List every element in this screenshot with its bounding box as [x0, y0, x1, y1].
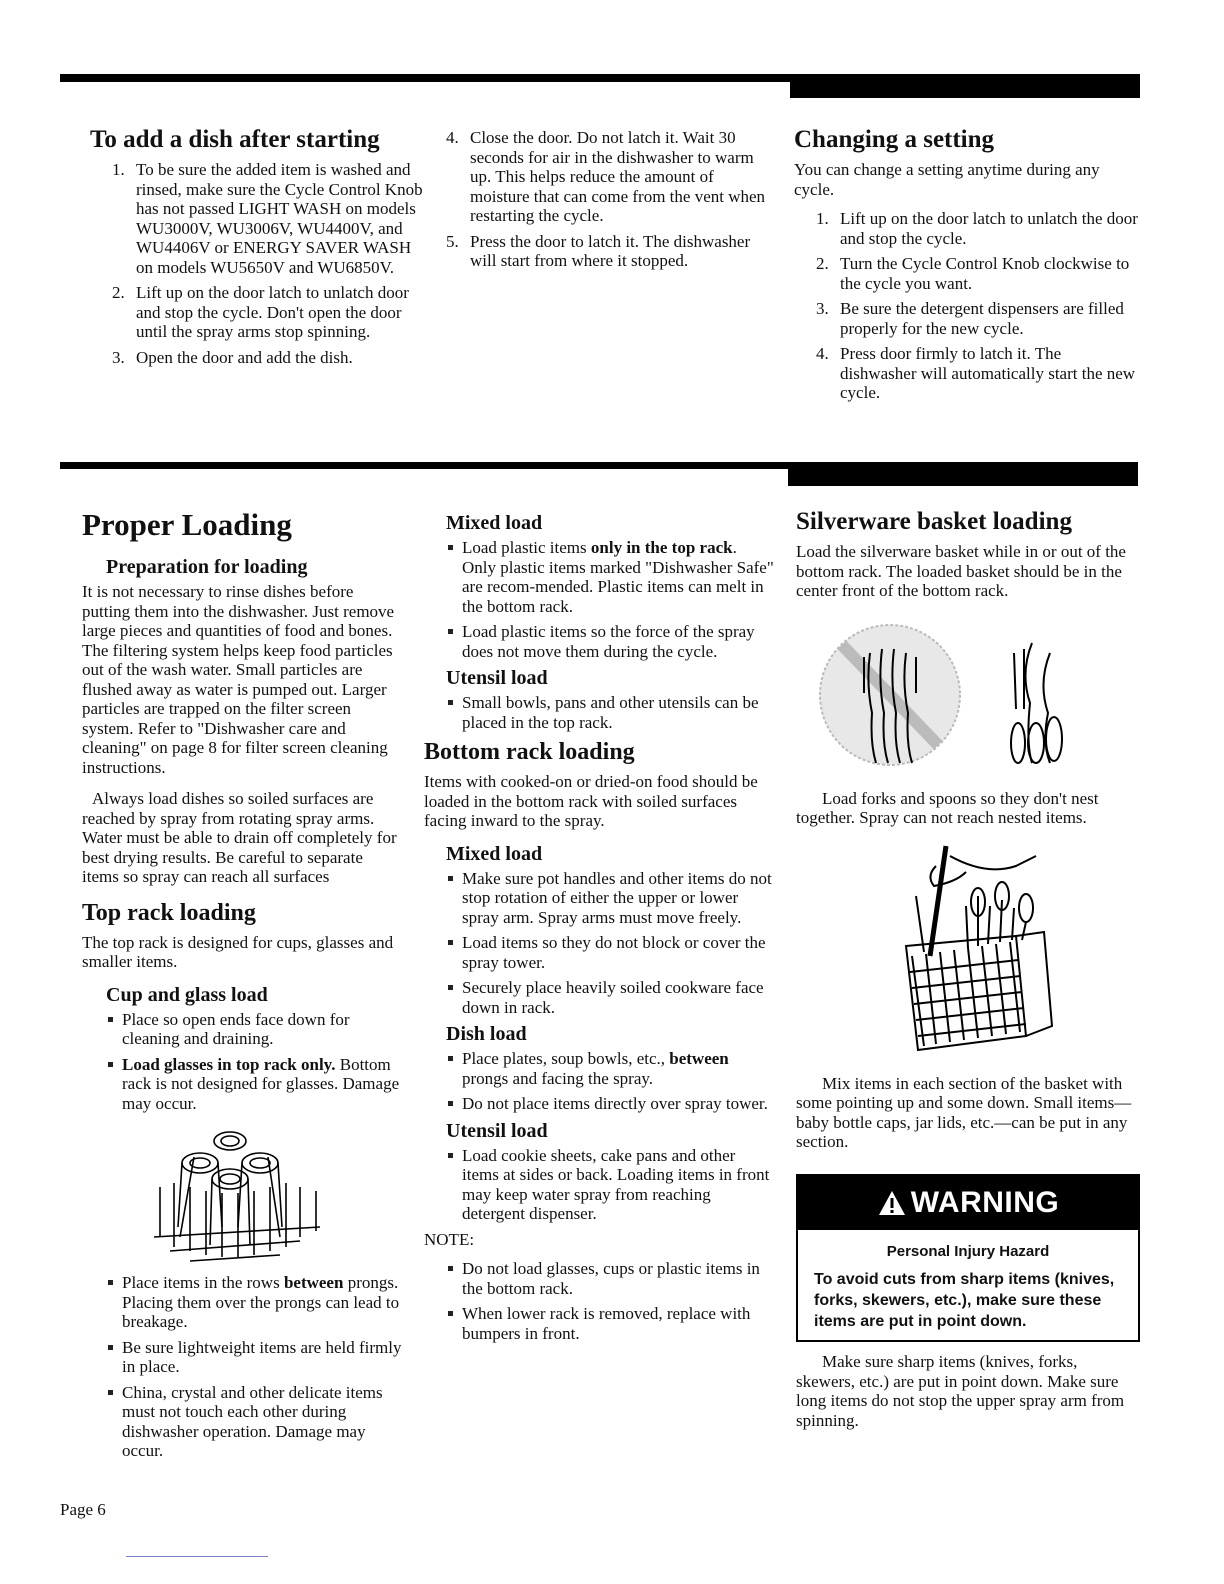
nested-forks-svg: [810, 613, 1080, 783]
glasses-rack-svg: [150, 1127, 340, 1267]
cup-item-1: Place so open ends face down for cleaning and draining.: [106, 1010, 402, 1049]
prep-paragraph-2: Always load dishes so soiled surfaces are reached by spray from rotating spray arms. Water must be able to drain off completely for best drying results. Be careful to separate items so spray can reach all surfaces: [82, 789, 397, 886]
bottom-utensil-title: Utensil load: [446, 1119, 548, 1142]
prep-title: Preparation for loading: [106, 556, 308, 578]
cup-glass-title: Cup and glass load: [106, 983, 268, 1006]
changing-step-4: 4. Press door firmly to latch it. The dishwasher will automatically start the new cycle.: [816, 344, 1136, 402]
bottom-utensil-item-1: Load cookie sheets, cake pans and other items at sides or back. Loading items in front may keep water spray from reaching detergent dispenser.: [446, 1146, 774, 1224]
rows-item-3: China, crystal and other delicate items must not touch each other during dishwasher operation. Damage may occur.: [106, 1383, 402, 1461]
warning-subtitle: Personal Injury Hazard: [886, 1242, 1050, 1260]
page-number: Page 6: [60, 1500, 106, 1519]
loading-middle-column: [424, 510, 774, 1349]
changing-setting-section: [794, 126, 1139, 409]
add-dish-step-1: 1. To be sure the added item is washed and rinsed, make sure the Cycle Control Knob has not passed LIGHT WASH on models WU3000V, WU3006V, WU4400V, and WU4406V or ENERGY SAVER WASH on models WU5650V and WU6850V.: [112, 160, 423, 277]
cup-item-2: Load glasses in top rack only. Bottom rack is not designed for glasses. Damage may occur.: [106, 1055, 402, 1114]
changing-setting-title: Changing a setting: [794, 126, 995, 153]
dish-load-title: Dish load: [446, 1023, 527, 1045]
add-dish-step-5: 5. Press the door to latch it. The dishwasher will start from where it stopped.: [446, 231, 751, 270]
changing-step-3: 3. Be sure the detergent dispensers are filled properly for the new cycle.: [816, 299, 1124, 338]
bottom-rack-title: Bottom rack loading: [424, 739, 635, 765]
warning-header: [798, 1176, 1138, 1230]
mixed-item-1: Load plastic items only in the top rack. Only plastic items marked "Dishwasher Safe" are recom-mended. Plastic items can melt in the bottom rack.: [446, 538, 774, 616]
warning-label: WARNING: [910, 1185, 1060, 1219]
proper-loading-title: Proper Loading: [82, 507, 292, 542]
forks-caption: Load forks and spoons so they don't nest together. Spray can not reach nested items.: [796, 788, 1099, 827]
bottom-mixed-item-3: Securely place heavily soiled cookware face down in rack.: [446, 978, 774, 1017]
rows-item-2: Be sure lightweight items are held firmly in place.: [106, 1338, 402, 1377]
silverware-title: Silverware basket loading: [796, 508, 1072, 535]
note-label: NOTE:: [424, 1229, 475, 1249]
note-item-2: When lower rack is removed, replace with bumpers in front.: [446, 1304, 774, 1343]
add-dish-section: [90, 126, 430, 373]
bottom-mixed-title: Mixed load: [446, 842, 543, 865]
dish-item-1: Place plates, soup bowls, etc., between prongs and facing the spray.: [446, 1049, 774, 1088]
nested-forks-illustration: [810, 613, 1080, 783]
mixed-load-title: Mixed load: [446, 512, 543, 534]
silverware-basket-illustration: [866, 836, 1056, 1066]
warning-triangle-icon: [877, 1189, 907, 1217]
note-item-1: Do not load glasses, cups or plastic items in the bottom rack.: [446, 1259, 774, 1298]
proper-loading-section: [82, 508, 402, 1467]
add-dish-step-2: 2. Lift up on the door latch to unlatch door and stop the cycle. Don't open the door until the spray arms stop spinning.: [112, 283, 409, 341]
add-dish-title: To add a dish after starting: [90, 126, 380, 153]
middle-rule-tab: [788, 462, 1138, 486]
bottom-mixed-item-1: Make sure pot handles and other items do not stop rotation of either the upper or lower spray arm. Spray arms must move freely.: [446, 869, 774, 928]
glasses-in-rack-illustration: [150, 1127, 340, 1267]
top-rack-paragraph: The top rack is designed for cups, glasses and smaller items.: [82, 932, 394, 971]
rows-item-1: Place items in the rows between prongs. Placing them over the prongs can lead to breakage.: [106, 1273, 402, 1332]
basket-caption: Mix items in each section of the basket with some pointing up and some down. Small items—baby bottle caps, jar lids, etc.—can be put in any section.: [796, 1073, 1132, 1151]
mixed-item-2: Load plastic items so the force of the spray does not move them during the cycle.: [446, 622, 774, 661]
prep-paragraph-1: It is not necessary to rinse dishes before putting them into the dishwasher. Just remove large pieces and quantities of food and bones. The filtering system helps keep food particles out of the wash water. Small particles are flushed away as water is pumped out. Larger particles are trapped on the filter screen system. Refer to "Dishwasher care and cleaning" on page 8 for filter screen cleaning instructions.: [82, 582, 395, 777]
utensil-load-title: Utensil load: [446, 667, 548, 689]
dish-item-2: Do not place items directly over spray tower.: [446, 1094, 774, 1114]
add-dish-step-3: 3. Open the door and add the dish.: [112, 347, 353, 367]
add-dish-continued: [446, 128, 776, 277]
add-dish-step-4: 4. Close the door. Do not latch it. Wait 30 seconds for air in the dishwasher to warm up. This helps reduce the amount of moisture that can come from the vent when restarting the cycle.: [446, 128, 766, 225]
utensil-item-1: Small bowls, pans and other utensils can be placed in the top rack.: [446, 693, 774, 732]
top-rack-title: Top rack loading: [82, 899, 256, 926]
bottom-line: [126, 1556, 268, 1557]
silverware-paragraph: Load the silverware basket while in or out of the bottom rack. The loaded basket should be in the center front of the bottom rack.: [796, 542, 1126, 600]
warning-box: [796, 1174, 1140, 1343]
bottom-rack-paragraph: Items with cooked-on or dried-on food should be loaded in the bottom rack with soiled surfaces facing inward to the spray.: [424, 772, 758, 830]
top-rule-tab: [790, 74, 1140, 98]
changing-step-2: 2. Turn the Cycle Control Knob clockwise to the cycle you want.: [816, 254, 1130, 293]
bottom-mixed-item-2: Load items so they do not block or cover the spray tower.: [446, 933, 774, 972]
changing-step-1: 1. Lift up on the door latch to unlatch the door and stop the cycle.: [816, 209, 1138, 248]
changing-setting-intro: You can change a setting anytime during any cycle.: [794, 160, 1100, 199]
sharp-items-paragraph: Make sure sharp items (knives, forks, skewers, etc.) are put in point down. Make sure long items do not stop the upper spray arm from spinning.: [796, 1352, 1125, 1430]
warning-body: To avoid cuts from sharp items (knives, forks, skewers, etc.), make sure these items are put in point down.: [814, 1271, 1115, 1330]
basket-svg: [866, 836, 1056, 1066]
silverware-section: [796, 508, 1140, 1442]
